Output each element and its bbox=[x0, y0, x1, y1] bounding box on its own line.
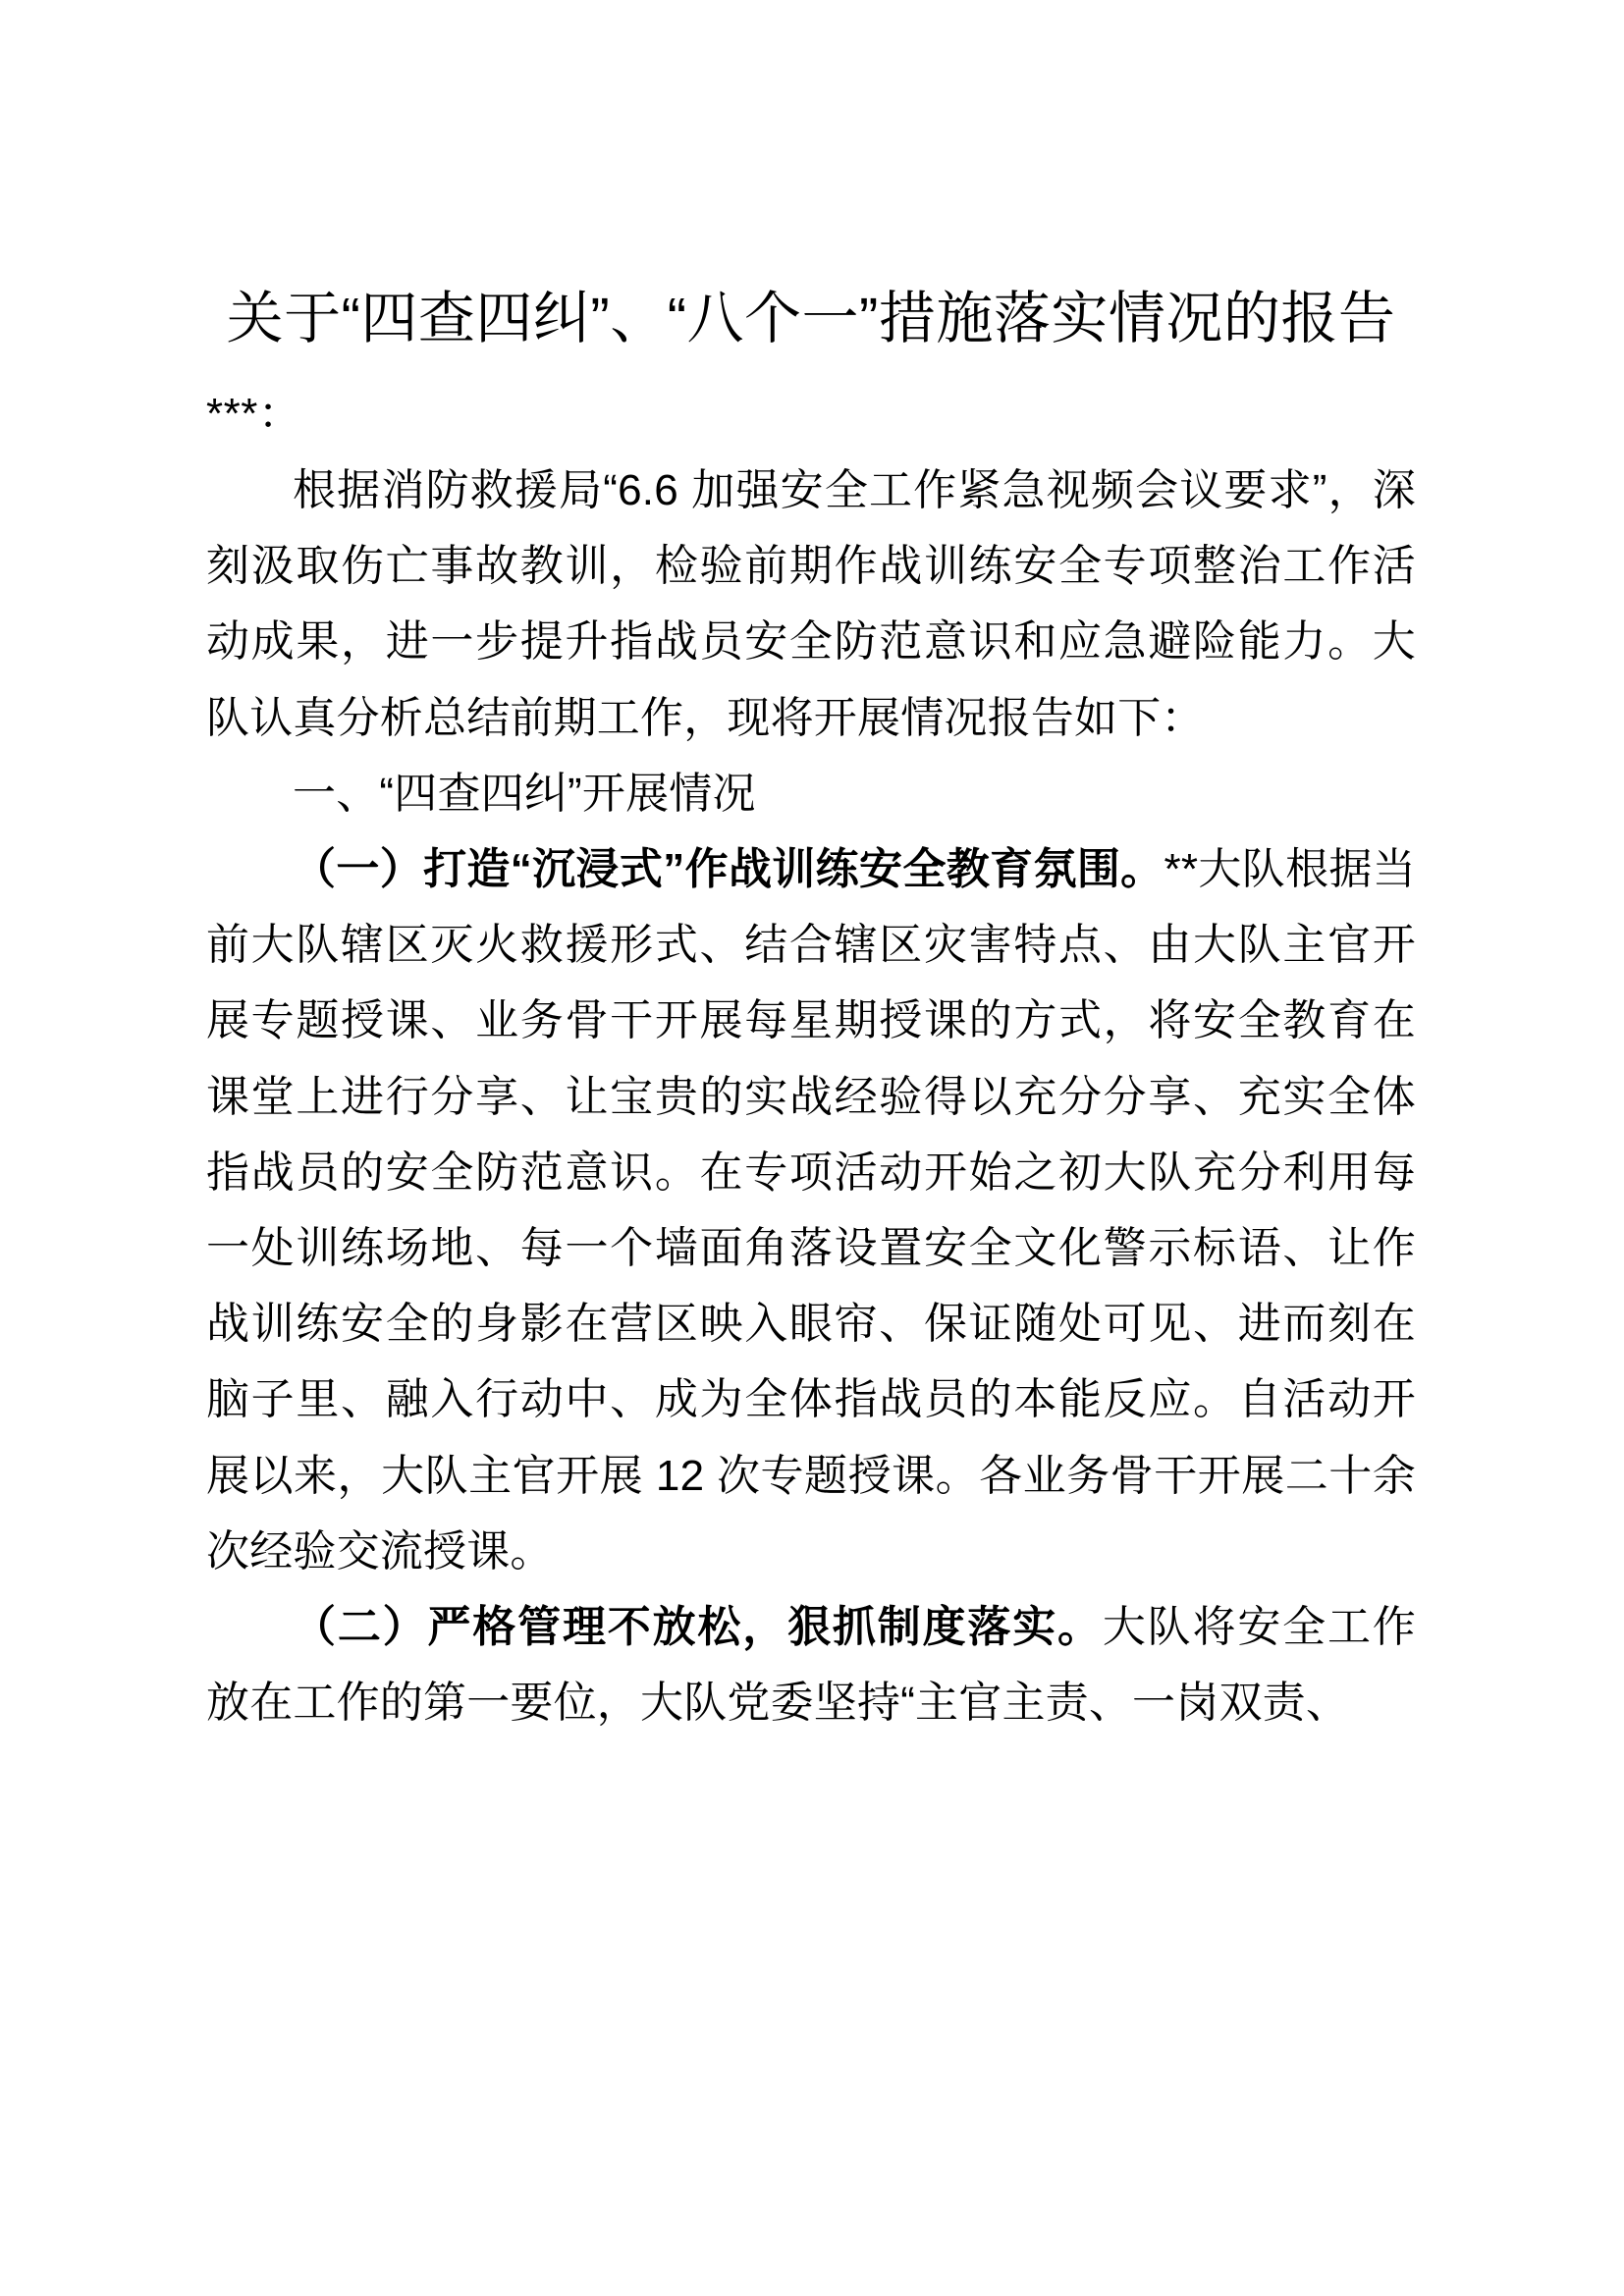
page-title: 关于“四查四纠”、“八个一”措施落实情况的报告 bbox=[226, 287, 1396, 350]
paragraph-subsection-two bbox=[206, 1589, 1416, 1740]
document-content bbox=[206, 285, 1416, 1741]
paragraph-subsection-one bbox=[206, 831, 1416, 1589]
subsection-two-lead: （二）严格管理不放松，狠抓制度落实。 bbox=[293, 1603, 1103, 1652]
salutation: ***： bbox=[206, 389, 302, 438]
subsection-two-body: 大队将安全工作放在工作的第一要位，大队党委坚持“主官主责、一岗双责、 bbox=[206, 1603, 1416, 1728]
section-heading-one: 一、“四查四纠”开展情况 bbox=[293, 769, 756, 818]
paragraph-intro: 根据消防救援局“6.6 加强安全工作紧急视频会议要求”，深刻汲取伤亡事故教训，检验前期作战训练安全专项整治工作活动成果，进一步提升指战员安全防范意识和应急避险能力。大队认真分析总结前期工作，现将开展情况报告如下： bbox=[206, 465, 1416, 742]
subsection-one-body: **大队根据当前大队辖区灭火救援形式、结合辖区灾害特点、由大队主官开展专题授课、业务骨干开展每星期授课的方式，将安全教育在课堂上进行分享、让宝贵的实战经验得以充分分享、充实全体指战员的安全防范意识。在专项活动开始之初大队充分利用每一处训练场地、每一个墙面角落设置安全文化警示标语、让作战训练安全的身影在营区映入眼帘、保证随处可见、进而刻在脑子里、融入行动中、成为全体指战员的本能反应。自活动开展以来，大队主官开展 12 次专题授课。各业务骨干开展二十余次经验交流授课。 bbox=[206, 844, 1416, 1575]
subsection-one-lead: （一）打造“沉浸式”作战训练安全教育氛围。 bbox=[293, 844, 1164, 893]
